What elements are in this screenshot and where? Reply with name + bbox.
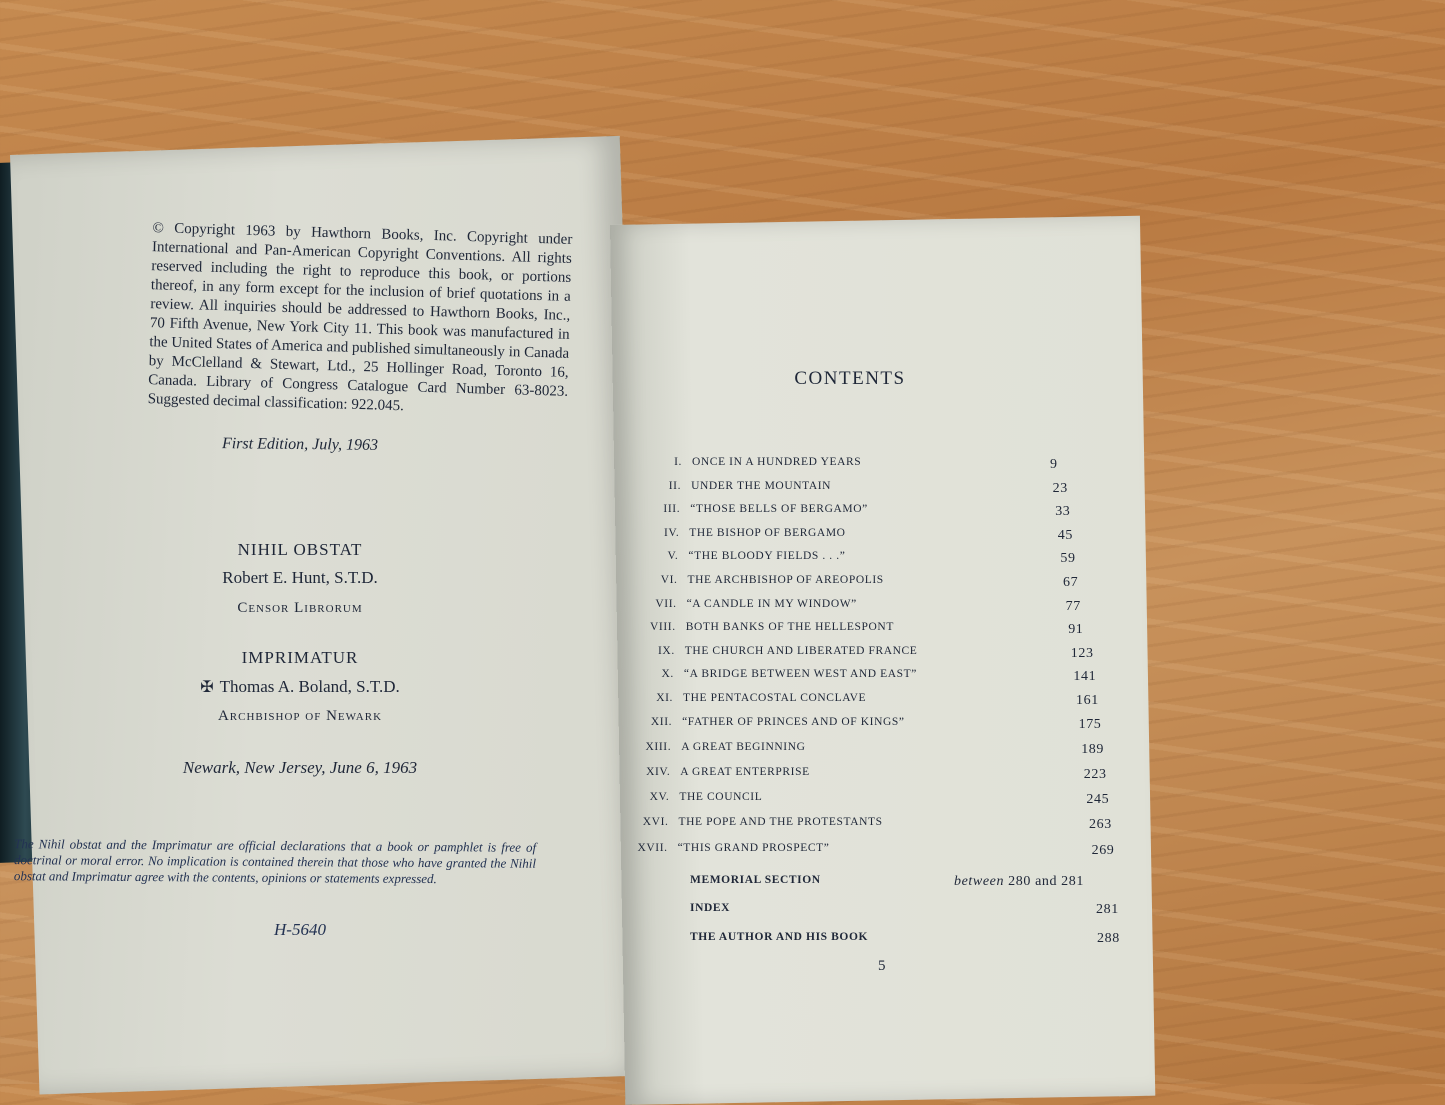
chapter-title: A GREAT ENTERPRISE [680,766,810,778]
chapter-page: 77 [1065,598,1081,614]
chapter-title: THE COUNCIL [679,791,763,804]
toc-row [600,598,1160,618]
chapter-number: XIII. [645,740,672,753]
toc-row [600,574,1160,594]
declaration-note: The Nihil obstat and the Imprimatur are official declarations that a book or pamphlet is free of doctrinal or moral error. No implication is contained therein that those who have granted the Nihil obstat and Imprimatur agree with the contents, opinions or statements expressed. [13,836,537,887]
imprimatur-heading: IMPRIMATUR [241,648,359,667]
extra-page-value: 280 and 281 [1008,874,1084,889]
toc-row [600,816,1160,836]
chapter-title: “THE BLOODY FIELDS . . .” [688,550,846,563]
chapter-title: THE BISHOP OF BERGAMO [689,526,846,539]
chapter-number: XIV. [646,766,671,778]
extra-title: THE AUTHOR AND HIS BOOK [690,931,869,943]
chapter-page: 9 [1050,457,1058,472]
toc-row [600,456,1160,476]
chapter-number: XII. [650,715,673,728]
chapter-number: XVII. [637,841,668,854]
chapter-number: II. [668,479,682,492]
toc-row [600,741,1160,761]
extra-title: MEMORIAL SECTION [690,874,821,886]
bishop-line [110,677,490,697]
chapter-page: 33 [1055,504,1071,520]
chapter-title: “FATHER OF PRINCES AND OF KINGS” [682,715,905,728]
chapter-number: X. [661,668,674,681]
between-label: between [954,874,1009,889]
chapter-page: 245 [1086,792,1110,808]
chapter-title: THE ARCHBISHOP OF AREOPOLIS [687,574,884,586]
extra-title: INDEX [690,902,731,914]
chapter-title: “A CANDLE IN MY WINDOW” [686,597,857,610]
chapter-page: 23 [1052,480,1068,496]
nihil-obstat-heading: NIHIL OBSTAT [237,540,363,559]
censor-title: Censor Librorum [237,600,363,616]
chapter-number: IV. [663,526,680,539]
chapter-title: “A BRIDGE BETWEEN WEST AND EAST” [683,668,917,681]
toc-row [600,621,1160,641]
chapter-page: 263 [1089,817,1112,833]
chapter-title: ONCE IN A HUNDRED YEARS [692,456,862,468]
place-date: Newark, New Jersey, June 6, 1963 [182,758,418,777]
toc-row [600,692,1160,712]
toc-row [600,550,1160,570]
bishop-name: Thomas A. Boland, S.T.D. [219,677,400,696]
extra-page [1097,931,1120,947]
censor-name: Robert E. Hunt, S.T.D. [222,568,378,587]
toc-row [600,766,1160,786]
chapter-title: THE POPE AND THE PROTESTANTS [678,816,883,829]
chapter-title: THE PENTACOSTAL CONCLAVE [683,692,867,704]
chapter-page: 123 [1070,645,1094,661]
toc-extra-row [600,902,1160,922]
edition-line: First Edition, July, 1963 [221,435,379,454]
chapter-page: 141 [1073,669,1097,685]
chapter-number: XVI. [642,816,669,829]
copyright-notice: © Copyright 1963 by Hawthorn Books, Inc. Copyright under International and Pan-American Copyright Conventions. All rights reserved including the right to reproduce this book, or portions thereof, in any form except for the inclusion of brief quotations in a review. All inquiries should be addressed to Hawthorn Books, Inc., 70 Fifth Avenue, New York City 11. This book was manufactured in the United States of America and published simultaneously in Canada by McClelland & Stewart, Ltd., 25 Hollinger Road, Toronto 16, Canada. Library of Congress Catalogue Card Number 63-8023. Suggested decimal classification: 922.045. [147,220,573,415]
chapter-title: UNDER THE MOUNTAIN [691,479,832,492]
extra-page-value: 288 [1097,931,1120,946]
chapter-title: A GREAT BEGINNING [681,740,806,753]
toc-row [600,480,1160,500]
chapter-title: “THOSE BELLS OF BERGAMO” [690,503,868,516]
chapter-title: THE CHURCH AND LIBERATED FRANCE [684,644,918,657]
page-number: 5 [878,958,886,974]
toc-row [600,645,1160,665]
chapter-number: V. [667,550,679,563]
chapter-page: 175 [1078,716,1102,732]
contents-title: CONTENTS [794,368,906,389]
chapter-page: 59 [1060,551,1076,567]
extra-page-value: 281 [1096,902,1119,917]
toc-row [600,791,1160,811]
chapter-number: VI. [660,574,678,586]
chapter-number: XI. [656,692,673,704]
chapter-number: VIII. [650,621,676,634]
chapter-page: 45 [1057,527,1073,543]
chapter-title: BOTH BANKS OF THE HELLESPONT [685,621,894,634]
chapter-page: 269 [1091,842,1115,858]
chapter-page: 189 [1081,741,1104,757]
toc-extra-row [600,874,1160,894]
chapter-number: I. [674,456,682,468]
chapter-title: “THIS GRAND PROSPECT” [677,841,830,854]
chapter-number: IX. [658,644,675,657]
chapter-number: III. [663,503,681,516]
toc-row [600,716,1160,736]
cross-icon: ✠ [200,679,214,696]
chapter-page: 91 [1068,622,1084,638]
chapter-number: XV. [649,791,670,804]
toc-row [600,503,1160,523]
toc-row [600,668,1160,688]
extra-page [1096,902,1119,918]
extra-page [954,874,1084,890]
chapter-page: 223 [1083,767,1107,782]
chapter-number: VII. [655,597,677,610]
book-code: H-5640 [274,920,326,939]
chapter-page: 67 [1063,575,1079,590]
table-of-contents [600,0,1160,1000]
toc-row [600,527,1160,547]
bishop-title: Archbishop of Newark [217,708,383,724]
toc-extra-row [600,931,1160,951]
toc-row [600,842,1160,862]
chapter-page: 161 [1076,693,1099,708]
